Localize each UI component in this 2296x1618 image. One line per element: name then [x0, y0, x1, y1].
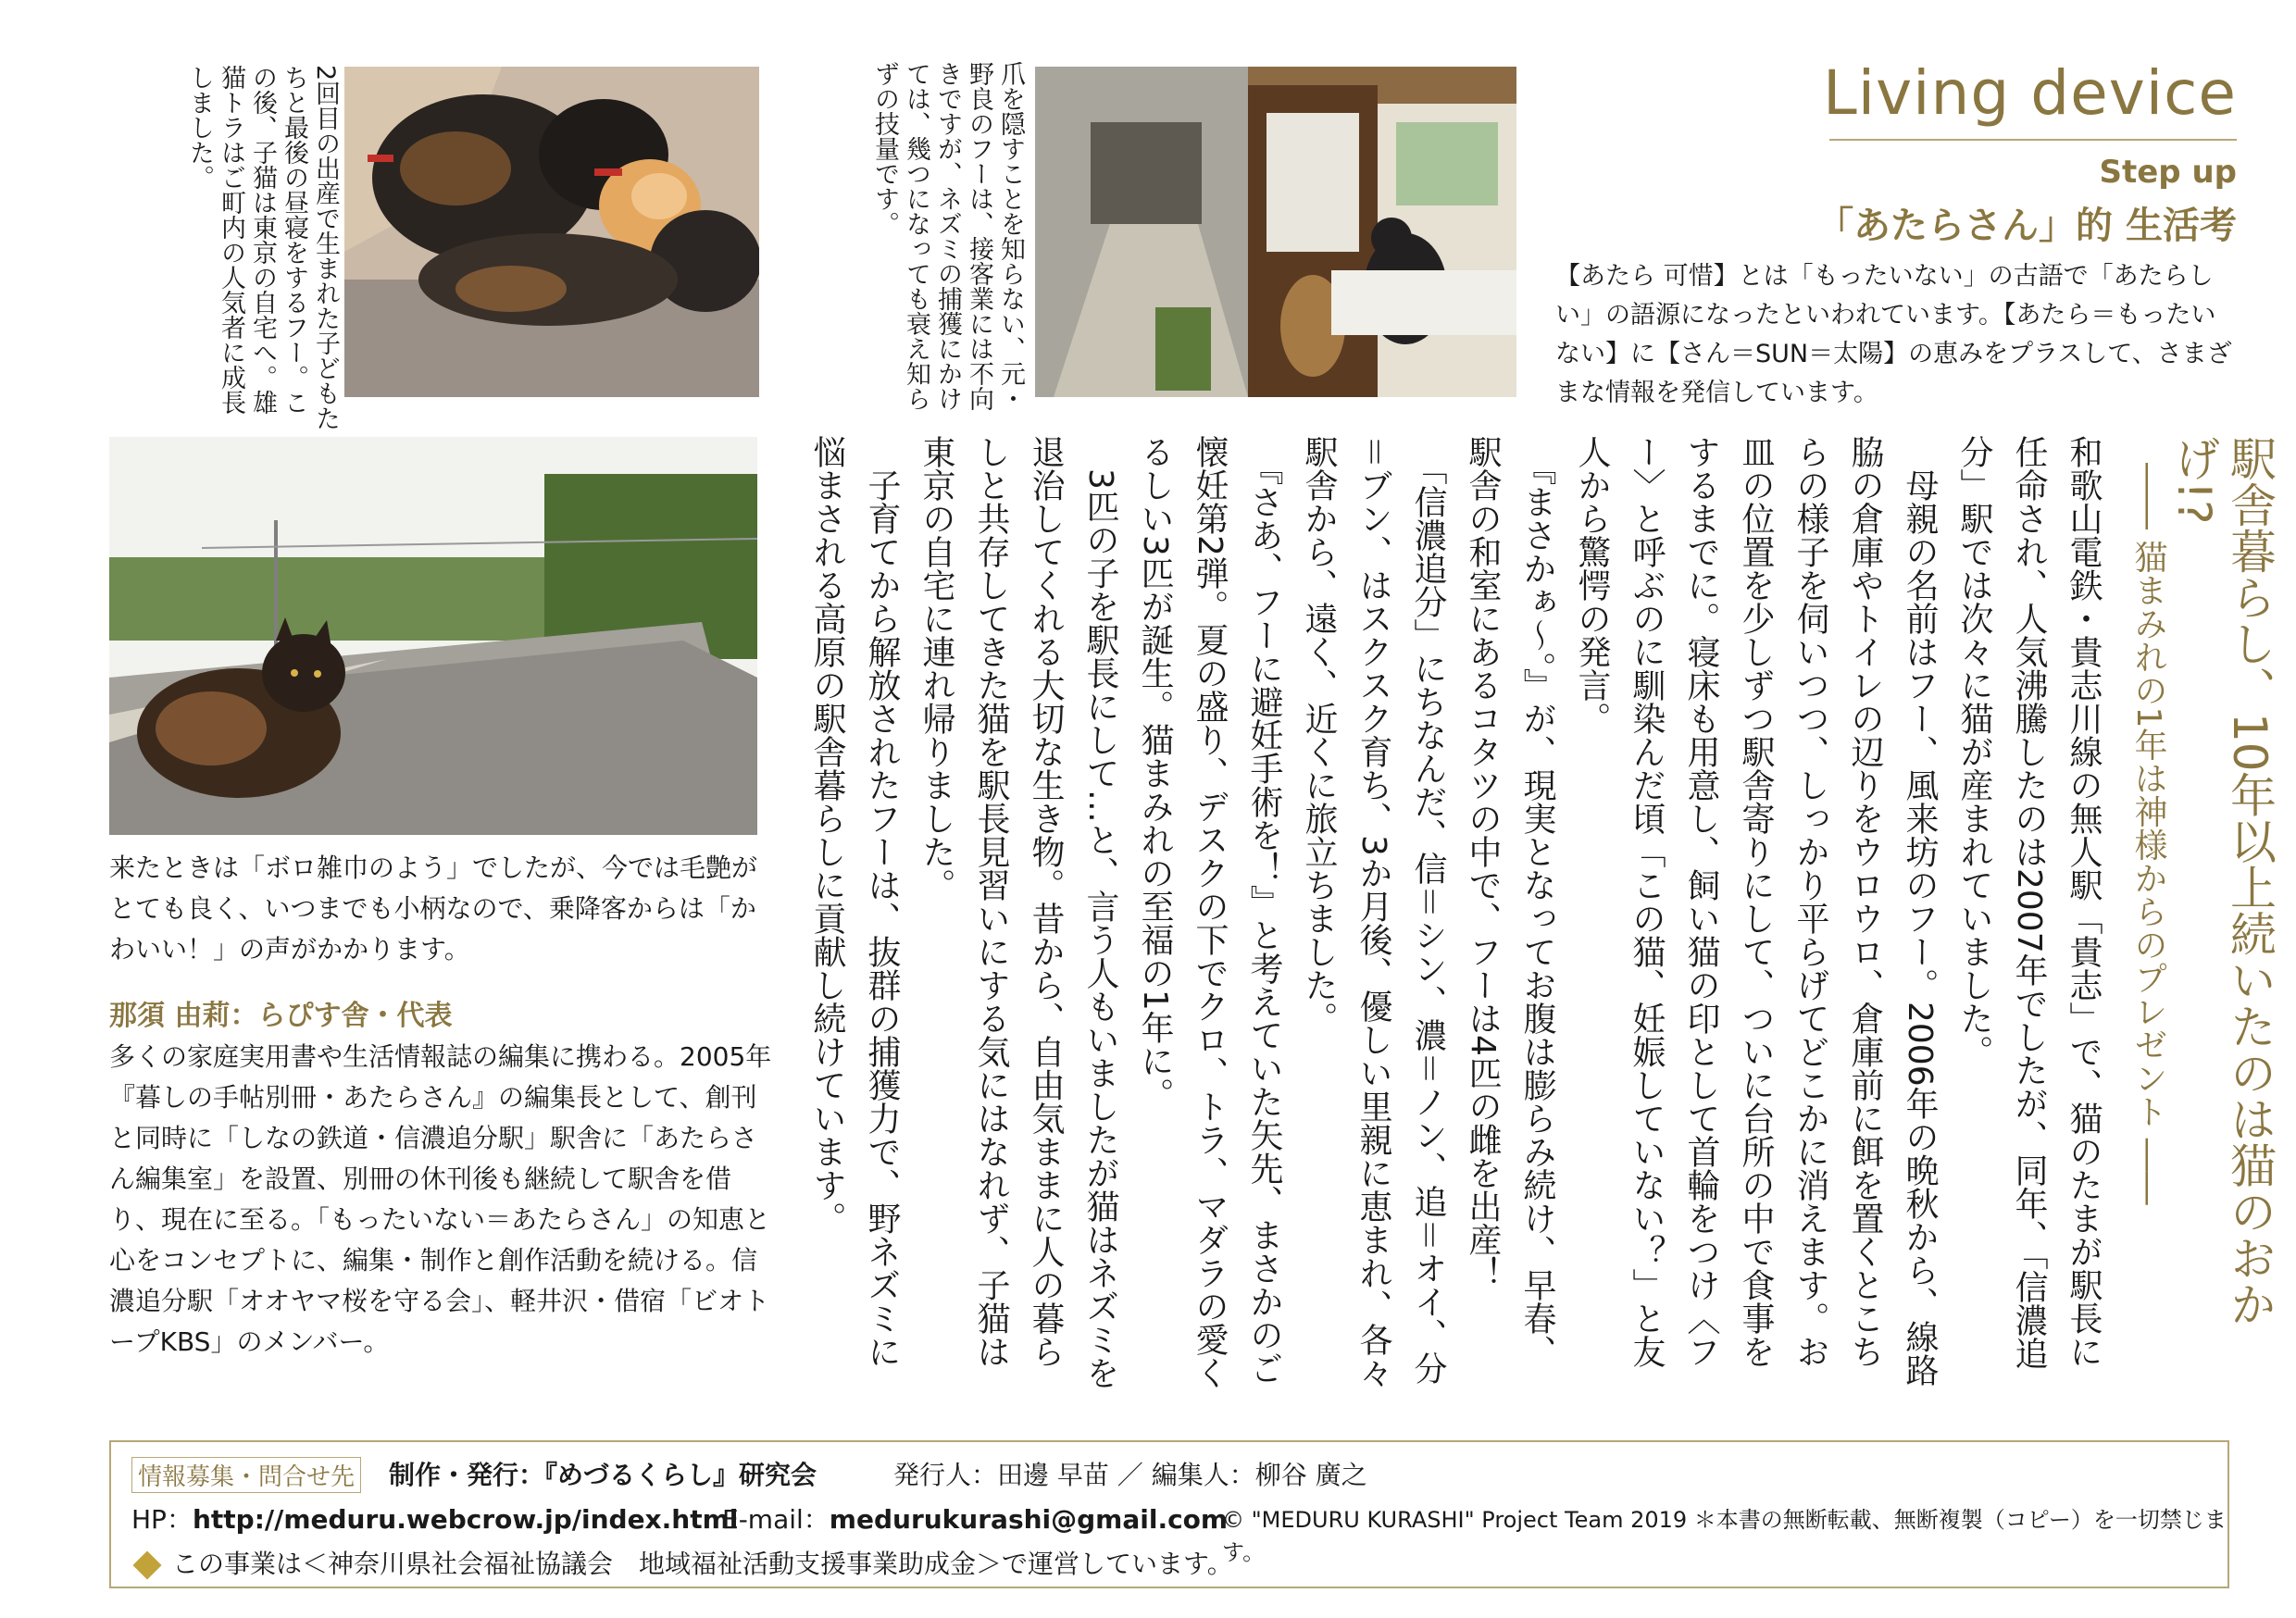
footer-box: [109, 1440, 2229, 1588]
copyright-notice: © "MEDURU KURASHI" Project Team 2019 ＊本書の無断転載、無断複製（コピー）を一切禁じます。: [1222, 1507, 2227, 1565]
series-title: 「あたらさん」的 生活考: [1816, 205, 2237, 247]
paragraph: 和歌山電鉄・貴志川線の無人駅「貴志」で、猫のたまが駅長に任命され、人気沸騰したのは2007年でしたが、同年、「信濃追分」駅では次々に猫が産まれていました。: [1955, 435, 2103, 1370]
photo-caption-cats: 2回目の出産で生まれた子どもたちと最後の昼寝をするフー。この後、子猫は東京の自宅へ。雄猫トラはご町内の人気者に成長しました。: [185, 65, 340, 431]
homepage-link[interactable]: http://meduru.webcrow.jp/index.html: [192, 1504, 739, 1535]
support-text: この事業は＜神奈川県社会福祉協議会 地域福祉活動支援事業助成金＞で運営しています。: [172, 1549, 1233, 1579]
paragraph: 3匹の子を駅長にして…と、言う人もいましたが猫はネズミを退治してくれる大切な生き物。昔から、自由気ままに人の暮らしと共存してきた猫を駅長見習いにする気にはなれず、子猫は東京の自宅に連れ帰りました。: [917, 435, 1119, 1389]
station-photo: [1035, 67, 1516, 397]
paragraph: 『まさかぁ～。』が、現実となってお腹は膨らみ続け、早春、駅舎の和室にあるコタツの中で、フーは4匹の雌を出産！: [1464, 435, 1556, 1368]
platform-photo-caption: 来たときは「ボロ雑巾のよう」でしたが、今では毛艶がとても良く、いつまでも小柄なので、乗降客からは「かわいい！」の声がかかります。: [109, 853, 758, 965]
intro-text: 【あたら 可惜】とは「もったいない」の古語で「あたらしい」の語源になったといわれています。【あたら＝もったいない】に【さん＝SUN＝太陽】の恵みをプラスして、さまざまな情報を発信しています。: [1555, 262, 2232, 407]
email-link[interactable]: medurukurashi@gmail.com: [829, 1504, 1229, 1535]
paragraph: 子育てから解放されたフーは、抜群の捕獲力で、野ネズミに悩まされる高原の駅舎暮らしに貢献し続けています。: [808, 435, 901, 1368]
publisher-info: 制作・発行：『めづるくらし』研究会: [389, 1460, 817, 1490]
page-title: Living device: [1823, 57, 2237, 129]
paragraph: 母親の名前はフー、風来坊のフー。2006年の晩秋から、線路脇の倉庫やトイレの辺りをウロウロ、倉庫前に餌を置くとこちらの様子を伺いつつ、しっかり平らげてどこかに消えます。お皿の位置を少しずつ駅舎寄りにして、ついに台所の中で食事をするまでに。寝床も用意し、飼い猫の印として首輪をつけ〈フー〉と呼ぶのに馴染んだ頃「この猫、妊娠していない？」と友人から驚愕の発言。: [1573, 435, 1939, 1387]
email-label: E-mail：: [722, 1504, 830, 1535]
paragraph: 「信濃追分」にちなんだ、信＝シン、濃＝ノン、追＝オイ、分＝ブン、はスクスク育ち、3か月後、優しい里親に恵まれ、各々駅舎から、遠く、近くに旅立ちました。: [1300, 435, 1447, 1389]
author-bio: 多くの家庭実用書や生活情報誌の編集に携わる。2005年『暮しの手帖別冊・あたらさん』の編集長として、創刊と同時に「しなの鉄道・信濃追分駅」駅舎に「あたらさん編集室」を設置、別冊の休刊後も継続して駅舎を借り、現在に至る。「もったいない＝あたらさん」の知恵と心をコンセプトに、編集・制作と創作活動を続ける。信濃追分駅「オオヤマ桜を守る会」、軽井沢・借宿「ビオトープKBS」のメンバー。: [109, 1041, 772, 1357]
title-divider: [1829, 139, 2237, 141]
author-name: 那須 由莉：らぴす舎・代表: [109, 1000, 453, 1032]
cats-photo: [344, 67, 759, 397]
article-headline: 駅舎暮らし、10年以上続いたのは猫のおかげ!?: [2167, 435, 2277, 1327]
homepage-line: [131, 1500, 738, 1537]
staff-info: 発行人：田邊 早苗 ／ 編集人：柳谷 廣之: [893, 1460, 1367, 1490]
email-line: [722, 1500, 1228, 1537]
photo-caption-station: 爪を隠すことを知らない、元・野良のフーは、接客業には不向きですが、ネズミの捕獲にかけては、幾つになっても衰え知らずの技量です。: [870, 61, 1025, 411]
section-label: Step up: [2099, 154, 2237, 191]
homepage-label: HP：: [131, 1504, 193, 1535]
article-body: [796, 435, 2111, 1398]
paragraph: 『さあ、フーに避妊手術を！』と考えていた矢先、まさかのご懐妊第2弾。夏の盛り、デスクの下でクロ、トラ、マダラの愛くるしい3匹が誕生。猫まみれの至福の1年に。: [1136, 435, 1283, 1389]
article-subheadline: ―― 猫まみれの1年は神様からのプレゼント ――: [2129, 463, 2167, 1205]
diamond-icon: [132, 1550, 161, 1579]
support-line: [131, 1544, 1233, 1581]
platform-photo: [109, 437, 757, 835]
footer-tag: 情報募集・問合せ先: [131, 1457, 361, 1493]
